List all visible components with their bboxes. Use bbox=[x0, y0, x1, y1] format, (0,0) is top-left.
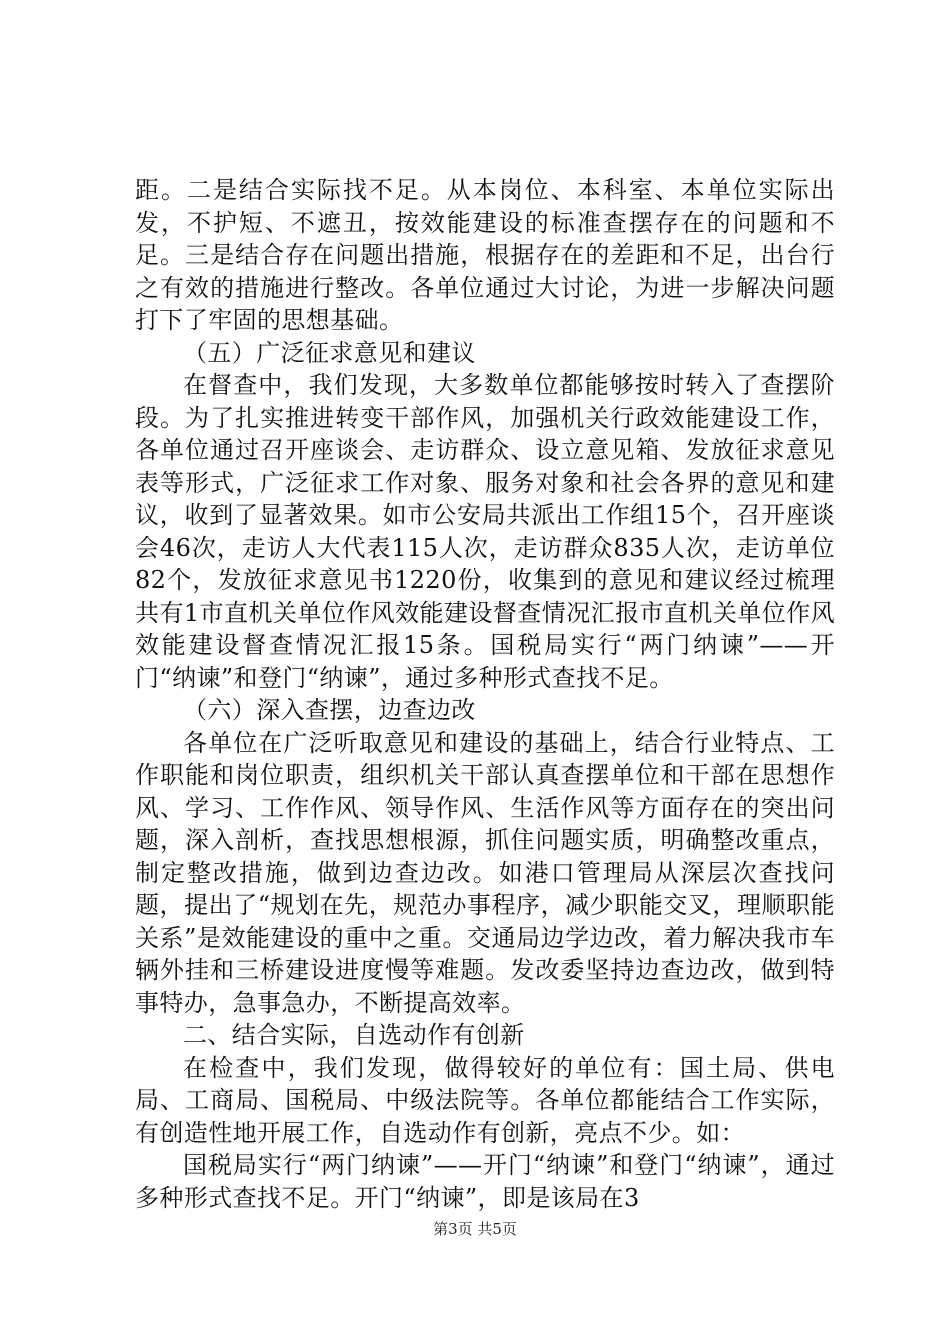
page-number-footer: 第3页 共5页 bbox=[433, 1220, 517, 1238]
paragraph-solicit-opinions: 在督查中，我们发现，大多数单位都能够按时转入了查摆阶段。为了扎实推进转变干部作风，加强机关行政效能建设工作，各单位通过召开座谈会、走访群众、设立意见箱、发放征求意见表等形式，广泛征求工作对象、服务对象和社会各界的意见和建议，收到了显著效果。如市公安局共派出工作组15个，召开座谈会46次，走访人大代表115人次，走访群众835人次，走访单位82个，发放征求意见书1220份，收集到的意见和建议经过梳理共有1市直机关单位作风效能建设督查情况汇报市直机关单位作风效能建设督查情况汇报15条。国税局实行“两门纳谏”——开门“纳谏”和登门“纳谏”，通过多种形式查找不足。 bbox=[135, 371, 835, 692]
section-heading-6: （六）深入查摆，边查边改 bbox=[183, 696, 476, 724]
paragraph-check-and-rectify: 各单位在广泛听取意见和建设的基础上，结合行业特点、工作职能和岗位职责，组织机关干部认真查摆单位和干部在思想作风、学习、工作作风、领导作风、生活作风等方面存在的突出问题，深入剖析，查找思想根源，抓住问题实质，明确整改重点，制定整改措施，做到边查边改。如港口管理局从深层次查找问题，提出了“规划在先，规范办事程序，减少职能交叉，理顺职能关系”是效能建设的重中之重。交通局边学边改，着力解决我市车辆外挂和三桥建设进度慢等难题。发改委坚持边查边改，做到特事特办，急事急办，不断提高效率。 bbox=[135, 728, 835, 1017]
paragraph-innovation: 在检查中，我们发现，做得较好的单位有：国土局、供电局、工商局、国税局、中级法院等。各单位都能结合工作实际，有创造性地开展工作，自选动作有创新，亮点不少。如： bbox=[135, 1053, 835, 1147]
section-heading-5: （五）广泛征求意见和建议 bbox=[183, 338, 476, 367]
paragraph-continuation: 距。二是结合实际找不足。从本岗位、本科室、本单位实际出发，不护短、不遮丑，按效能建设的标准查摆存在的问题和不足。三是结合存在问题出措施，根据存在的差距和不足，出台行之有效的措施进行整改。各单位通过大讨论，为进一步解决问题打下了牢固的思想基础。 bbox=[135, 176, 835, 334]
section-heading-2: 二、结合实际，自选动作有创新 bbox=[183, 1021, 525, 1049]
paragraph-tax-bureau: 国税局实行“两门纳谏”——开门“纳谏”和登门“纳谏”，通过多种形式查找不足。开门“纳谏”，即是该局在3 bbox=[135, 1151, 835, 1212]
document-body bbox=[135, 174, 835, 1214]
